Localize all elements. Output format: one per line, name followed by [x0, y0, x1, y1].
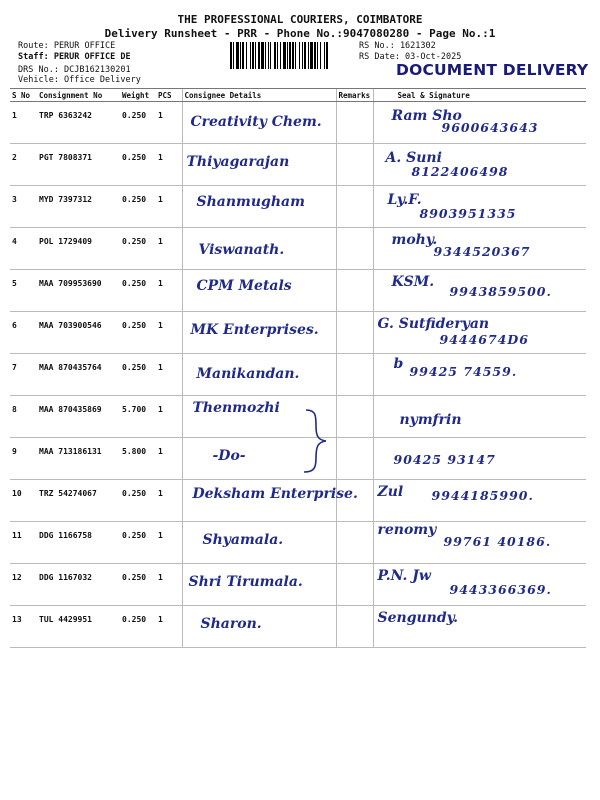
weight-value: 0.250	[120, 522, 156, 564]
consignee-cell	[182, 480, 358, 522]
barcode-bar	[246, 42, 247, 69]
row-sno: 6	[10, 312, 37, 354]
consignee-cell	[182, 606, 336, 648]
signature: P.N. Jw	[377, 568, 431, 584]
consignment-number: DDG 1166758	[37, 522, 120, 564]
consignee-name: Shri Tirumala.	[188, 574, 303, 590]
signature-cell	[373, 438, 586, 480]
consignee-name: Shyamala.	[202, 532, 284, 548]
barcode-bar	[304, 42, 306, 69]
barcode-bar	[295, 42, 296, 69]
pcs-value: 1	[156, 396, 182, 438]
weight-value: 5.700	[120, 396, 156, 438]
consignee-name: Viswanath.	[198, 242, 285, 258]
remarks-cell	[336, 312, 373, 354]
signature-cell	[373, 396, 586, 438]
table-row	[10, 186, 586, 228]
signature: Ly.F.	[387, 192, 422, 208]
consignee-name: MK Enterprises.	[190, 322, 319, 338]
remarks-cell	[336, 438, 373, 480]
consignee-cell	[182, 564, 336, 606]
phone-number: 9344520367	[433, 244, 531, 259]
remarks-cell	[336, 564, 373, 606]
signature-cell	[373, 102, 586, 144]
signature-cell	[373, 312, 586, 354]
weight-value: 0.250	[120, 144, 156, 186]
barcode-bar	[310, 42, 313, 69]
remarks-cell	[336, 102, 373, 144]
barcode-bar	[277, 42, 278, 69]
col-header-signature: Seal & Signature	[373, 89, 586, 102]
pcs-value: 1	[156, 144, 182, 186]
table-row	[10, 354, 586, 396]
pcs-value: 1	[156, 438, 182, 480]
barcode-bar	[258, 42, 260, 69]
pcs-value: 1	[156, 354, 182, 396]
signature: G. Sutfideryan	[377, 316, 490, 332]
consignment-number: PGT 7808371	[37, 144, 120, 186]
consignee-name: -Do-	[212, 448, 246, 464]
row-sno: 2	[10, 144, 37, 186]
remarks-cell	[336, 522, 373, 564]
consignment-number: TUL 4429951	[37, 606, 120, 648]
barcode-bar	[317, 42, 318, 69]
weight-value: 0.250	[120, 228, 156, 270]
pcs-value: 1	[156, 312, 182, 354]
phone-number: 9944185990.	[431, 488, 534, 503]
signature-cell	[373, 480, 586, 522]
table-row	[10, 564, 586, 606]
consignee-name: Sharon.	[200, 616, 262, 632]
signature-cell	[373, 228, 586, 270]
barcode-bar	[302, 42, 303, 69]
barcode-bar	[287, 42, 288, 69]
consignee-name: Shanmugham	[196, 194, 305, 210]
barcode-bar	[270, 42, 271, 69]
col-header-remarks: Remarks	[336, 89, 373, 102]
consignee-name: Creativity Chem.	[190, 114, 322, 130]
consignee-name: Deksham Enterprise.	[192, 486, 358, 502]
row-sno: 1	[10, 102, 37, 144]
barcode-bar	[252, 42, 254, 69]
signature: Zul	[377, 484, 404, 500]
consignment-number: DDG 1167032	[37, 564, 120, 606]
barcode-bar	[320, 42, 321, 69]
barcode-bar	[261, 42, 264, 69]
row-sno: 5	[10, 270, 37, 312]
weight-value: 0.250	[120, 564, 156, 606]
signature-cell	[373, 144, 586, 186]
consignment-number: TRP 6363242	[37, 102, 120, 144]
barcode-bar	[250, 42, 251, 69]
signature-cell	[373, 270, 586, 312]
col-header-pcs: PCS	[156, 89, 182, 102]
pcs-value: 1	[156, 480, 182, 522]
barcode-bar	[236, 42, 239, 69]
barcode-bar	[283, 42, 286, 69]
pcs-value: 1	[156, 228, 182, 270]
row-sno: 12	[10, 564, 37, 606]
signature: Ram Sho	[391, 108, 462, 124]
row-sno: 11	[10, 522, 37, 564]
barcode-bar	[292, 42, 294, 69]
table-row	[10, 144, 586, 186]
row-sno: 8	[10, 396, 37, 438]
consignment-number: MAA 870435869	[37, 396, 120, 438]
signature-cell	[373, 186, 586, 228]
weight-value: 0.250	[120, 186, 156, 228]
table-row	[10, 480, 586, 522]
consignee-name: Manikandan.	[196, 366, 300, 382]
table-row	[10, 606, 586, 648]
weight-value: 0.250	[120, 270, 156, 312]
row-sno: 7	[10, 354, 37, 396]
remarks-cell	[336, 354, 373, 396]
drs-number: DRS No.: DCJB162130201	[18, 65, 131, 75]
phone-number: 99761 40186.	[443, 534, 552, 549]
barcode-bar	[274, 42, 276, 69]
barcode-bar	[242, 42, 244, 69]
remarks-cell	[336, 270, 373, 312]
weight-value: 0.250	[120, 606, 156, 648]
remarks-cell	[336, 396, 373, 438]
row-sno: 10	[10, 480, 37, 522]
signature-cell	[373, 354, 586, 396]
phone-number: 9600643643	[441, 120, 539, 135]
weight-value: 0.250	[120, 480, 156, 522]
consignment-number: MAA 703900546	[37, 312, 120, 354]
row-sno: 3	[10, 186, 37, 228]
signature-cell	[373, 606, 586, 648]
weight-value: 0.250	[120, 312, 156, 354]
barcode-bar	[265, 42, 266, 69]
signature: b	[393, 356, 404, 372]
table-row	[10, 102, 586, 144]
col-header-consignee: Consignee Details	[182, 89, 336, 102]
weight-value: 0.250	[120, 354, 156, 396]
pcs-value: 1	[156, 606, 182, 648]
consignment-number: MAA 709953690	[37, 270, 120, 312]
phone-number: 8903951335	[419, 206, 517, 221]
pcs-value: 1	[156, 102, 182, 144]
consignment-number: MAA 870435764	[37, 354, 120, 396]
rs-date: RS Date: 03-Oct-2025	[359, 52, 462, 62]
row-sno: 13	[10, 606, 37, 648]
remarks-cell	[336, 228, 373, 270]
vehicle-text: Vehicle: Office Delivery	[18, 75, 141, 85]
phone-number: 9444674D6	[439, 332, 529, 347]
consignment-number: TRZ 54274067	[37, 480, 120, 522]
runsheet-table	[10, 88, 586, 648]
signature: KSM.	[391, 274, 435, 290]
barcode-bar	[268, 42, 269, 69]
remarks-cell	[336, 144, 373, 186]
consignee-name: Thiyagarajan	[186, 154, 290, 170]
barcode-bar	[230, 42, 232, 69]
consignee-name: Thenmozhi	[192, 400, 280, 416]
signature: A. Suni	[385, 150, 442, 166]
phone-number: 9443366369.	[449, 582, 552, 597]
barcode-bar	[240, 42, 241, 69]
remarks-cell	[336, 606, 373, 648]
consignee-cell	[182, 186, 336, 228]
table-row	[10, 522, 586, 564]
phone-number: 9943859500.	[449, 284, 552, 299]
signature: mohy.	[391, 232, 438, 248]
col-header-weight: Weight	[120, 89, 156, 102]
barcode-bar	[299, 42, 300, 69]
consignment-number: POL 1729409	[37, 228, 120, 270]
barcode-bar	[255, 42, 256, 69]
row-sno: 4	[10, 228, 37, 270]
barcode	[230, 42, 355, 69]
signature: renomy	[377, 522, 437, 538]
consignee-cell	[182, 522, 336, 564]
barcode-bar	[233, 42, 234, 69]
phone-number: 99425 74559.	[409, 364, 518, 379]
signature-cell	[373, 564, 586, 606]
barcode-bar	[308, 42, 309, 69]
row-sno: 9	[10, 438, 37, 480]
consignee-cell	[182, 312, 336, 354]
pcs-value: 1	[156, 186, 182, 228]
ditto-brace	[300, 406, 330, 476]
table-row	[10, 438, 586, 480]
consignee-cell	[182, 270, 336, 312]
table-row	[10, 396, 586, 438]
barcode-bar	[289, 42, 291, 69]
remarks-cell	[336, 186, 373, 228]
barcode-bar	[280, 42, 281, 69]
signature-cell	[373, 522, 586, 564]
document-delivery-label: DOCUMENT DELIVERY	[396, 61, 589, 79]
table-header-row	[10, 89, 586, 102]
consignee-cell	[182, 354, 336, 396]
phone-number: 90425 93147	[393, 452, 496, 467]
consignee-cell	[182, 144, 336, 186]
col-header-sno: S No	[10, 89, 37, 102]
route-text: Route: PERUR OFFICE	[18, 41, 116, 51]
consignee-cell	[182, 102, 336, 144]
table-row	[10, 228, 586, 270]
consignment-number: MAA 713186131	[37, 438, 120, 480]
consignee-cell	[182, 228, 336, 270]
runsheet-subtitle: Delivery Runsheet - PRR - Phone No.:9047080280 - Page No.:1	[104, 27, 496, 40]
consignment-number: MYD 7397312	[37, 186, 120, 228]
weight-value: 0.250	[120, 102, 156, 144]
signature: nymfrin	[399, 412, 462, 428]
table-row	[10, 270, 586, 312]
barcode-bar	[326, 42, 328, 69]
pcs-value: 1	[156, 270, 182, 312]
table-row	[10, 312, 586, 354]
weight-value: 5.800	[120, 438, 156, 480]
staff-text: Staff: PERUR OFFICE DE	[18, 52, 131, 62]
rs-number: RS No.: 1621302	[359, 41, 436, 51]
signature: Sengundy.	[377, 610, 459, 626]
consignee-name: CPM Metals	[196, 278, 292, 294]
company-title: THE PROFESSIONAL COURIERS, COIMBATORE	[177, 13, 423, 26]
pcs-value: 1	[156, 522, 182, 564]
phone-number: 8122406498	[411, 164, 509, 179]
barcode-bar	[314, 42, 316, 69]
col-header-consignment: Consignment No	[37, 89, 120, 102]
pcs-value: 1	[156, 564, 182, 606]
barcode-bar	[324, 42, 325, 69]
